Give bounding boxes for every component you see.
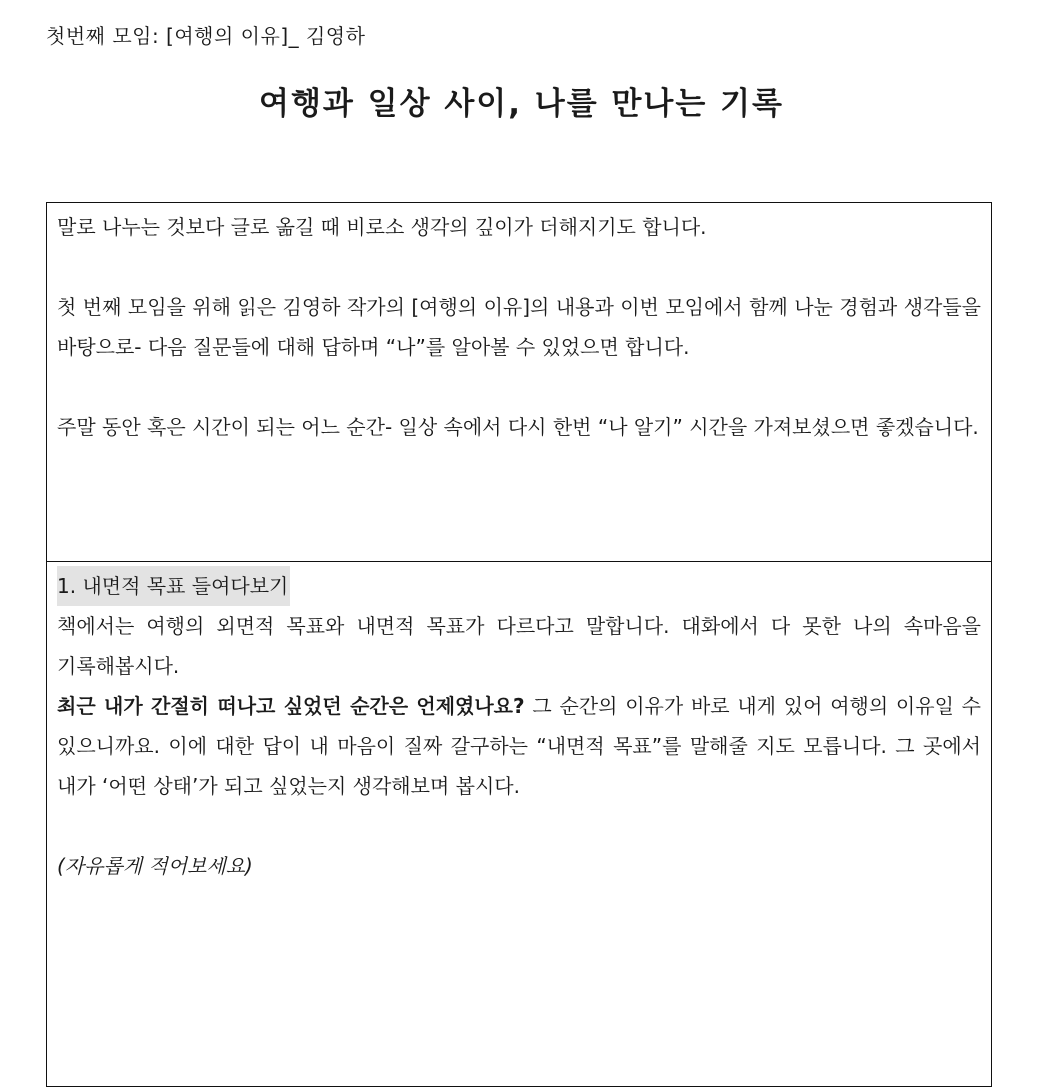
question-1-heading: 1. 내면적 목표 들여다보기	[57, 566, 290, 606]
question-1-description: 책에서는 여행의 외면적 목표와 내면적 목표가 다르다고 말합니다. 대화에서 다 못한 나의 속마음을 기록해봅시다.	[57, 614, 981, 678]
question-1-cell	[47, 562, 992, 1087]
question-1-bold-question: 최근 내가 간절히 떠나고 싶었던 순간은 언제였나요?	[57, 694, 525, 718]
worksheet-table	[46, 202, 992, 1087]
document-title: 여행과 일상 사이, 나를 만나는 기록	[259, 86, 784, 122]
intro-paragraph-3: 주말 동안 혹은 시간이 되는 어느 순간- 일상 속에서 다시 한번 “나 알기” 시간을 가져보셨으면 좋겠습니다.	[57, 415, 979, 439]
question-1-row	[47, 562, 992, 1087]
answer-hint: (자유롭게 적어보세요)	[57, 854, 253, 878]
intro-paragraph-2: 첫 번째 모임을 위해 읽은 김영하 작가의 [여행의 이유]의 내용과 이번 모임에서 함께 나눈 경험과 생각들을 바탕으로- 다음 질문들에 대해 답하며 “나”를 알아볼 수 있었으면 합니다.	[57, 295, 981, 359]
intro-paragraph-1: 말로 나누는 것보다 글로 옮길 때 비로소 생각의 깊이가 더해지기도 합니다.	[57, 215, 707, 239]
spacer	[57, 806, 981, 846]
spacer	[57, 247, 981, 287]
question-1-body	[57, 686, 981, 806]
spacer	[57, 367, 981, 407]
intro-cell	[47, 203, 992, 562]
intro-row	[47, 203, 992, 562]
question-1-follow-text: 그 순간의 이유가 바로 내게 있어 여행의 이유일 수 있으니까요. 이에 대한 답이 내 마음이 질짜 갈구하는 “내면적 목표”를 말해줄 지도 모릅니다. 그 곳에서 내가 ‘어떤 상태’가 되고 싶었는지 생각해보며 봅시다.	[57, 694, 981, 798]
meeting-label: 첫번째 모임: [여행의 이유]_ 김영하	[46, 24, 366, 48]
